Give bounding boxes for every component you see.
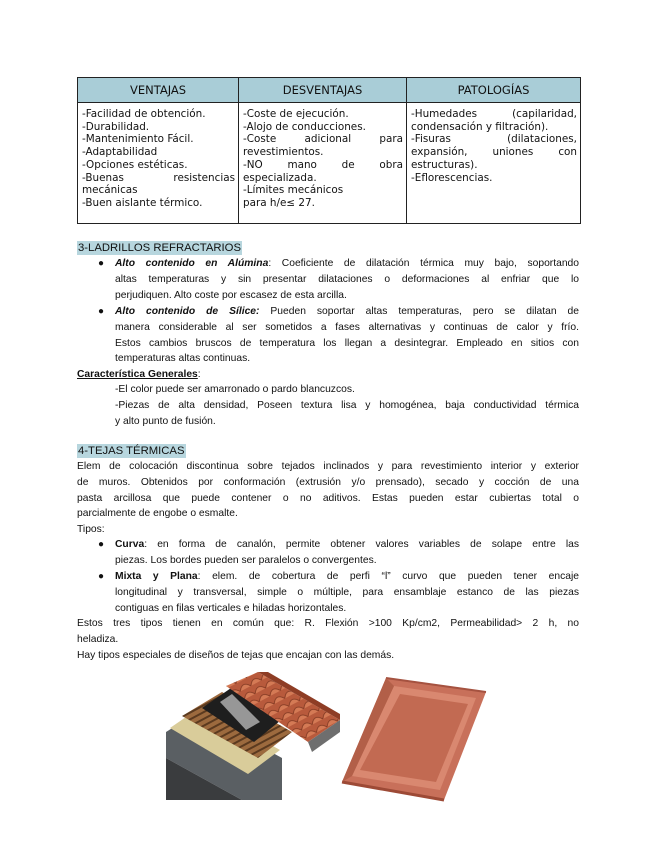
desventajas-line: -Alojo de conducciones. bbox=[243, 120, 366, 133]
common-line: Estos tres tipos tienen en común que: R. Flexión >100 Kp/cm2, Permeabilidad> 2 h, no bbox=[77, 618, 579, 629]
bullet-text: piezas. Los bordes pueden ser paralelos o convergentes. bbox=[115, 554, 377, 566]
patologias-line: estructuras). bbox=[411, 158, 478, 171]
bullet-text: temperaturas altas continuas. bbox=[115, 353, 251, 365]
intro-line: Elem de colocación discontinua sobre tejados inclinados y para revestimiento interior y exterior bbox=[77, 461, 579, 472]
cell-ventajas bbox=[78, 103, 239, 224]
bullet-dot-icon: ● bbox=[98, 258, 105, 269]
bullet-dot-icon: ● bbox=[98, 306, 105, 317]
bullet-dot-icon: ● bbox=[98, 571, 105, 582]
section4-intro bbox=[77, 459, 579, 538]
patologias-line: -Eflorescencias. bbox=[411, 171, 493, 184]
bullet-text: contiguas en filas verticales e hiladas horizontales. bbox=[115, 602, 347, 614]
ventajas-line: -Adaptabilidad bbox=[82, 146, 158, 159]
patologias-line: -Fisuras (dilataciones, bbox=[411, 133, 577, 146]
ventajas-line: -Buen aislante térmico. bbox=[82, 196, 203, 209]
common-line: heladiza. bbox=[77, 633, 119, 645]
section3-bullet-2 bbox=[98, 304, 579, 367]
general-line: -El color puede ser amarronado o pardo blancuzcos. bbox=[115, 384, 355, 395]
ventajas-line: -Durabilidad. bbox=[82, 120, 150, 133]
bullet-term: Alto contenido en Alúmina bbox=[115, 258, 269, 269]
general-title: Característica Generales bbox=[77, 369, 198, 380]
flat-tile-image bbox=[340, 672, 490, 802]
general-characteristics-title bbox=[77, 367, 579, 383]
intro-line: parcialmente de engobe o esmalte. bbox=[77, 508, 238, 520]
desventajas-line: -Coste adicional para bbox=[243, 133, 403, 146]
header-ventajas: VENTAJAS bbox=[78, 78, 239, 103]
general-colon: : bbox=[197, 369, 201, 380]
section4-heading: 4-TEJAS TÉRMICAS bbox=[78, 445, 185, 457]
bullet-text: : en forma de canalón, permite obtener valores variables de solape entre las bbox=[144, 539, 579, 550]
bullet-term: Curva bbox=[115, 539, 145, 550]
ventajas-table bbox=[77, 77, 581, 224]
desventajas-line: para h/e≤ 27. bbox=[243, 196, 315, 209]
bullet-text: : Coeficiente de dilatación térmica muy bajo, soportando bbox=[268, 258, 580, 269]
bullet-term: Alto contenido de Sílice: bbox=[115, 306, 260, 317]
intro-line: pasta arcillosa que puede contener o no aditivos. Estas pueden estar cubiertas total o bbox=[77, 492, 579, 504]
section4-common bbox=[77, 616, 579, 663]
section3-bullet-1 bbox=[98, 256, 580, 303]
bullet-text: : elem. de cobertura de perfi “l” curvo que pueden tener encaje bbox=[197, 571, 580, 582]
section4-bullet-2 bbox=[98, 569, 580, 616]
desventajas-line: especializada. bbox=[243, 171, 317, 184]
bullet-text: altas temperaturas y sin presentar dilataciones o deformaciones al enfriar que lo bbox=[115, 273, 579, 285]
general-line: y alto punto de fusión. bbox=[115, 415, 216, 427]
bullet-term: Mixta y Plana bbox=[115, 571, 198, 582]
cell-desventajas bbox=[239, 103, 407, 224]
header-patologias: PATOLOGÍAS bbox=[407, 78, 581, 103]
section4-bullet-1 bbox=[98, 537, 579, 569]
roof-tiles-cutaway-image bbox=[162, 672, 340, 800]
ventajas-line: -Facilidad de obtención. bbox=[82, 108, 206, 120]
patologias-line: expansión, uniones con bbox=[411, 146, 577, 159]
ventajas-line: -Mantenimiento Fácil. bbox=[82, 133, 194, 146]
desventajas-line: -NO mano de obra bbox=[243, 158, 403, 171]
desventajas-line: -Límites mecánicos bbox=[243, 184, 344, 197]
desventajas-line: revestimientos. bbox=[243, 146, 324, 159]
tipos-label: Tipos: bbox=[77, 524, 105, 536]
cell-patologias bbox=[407, 103, 581, 224]
general-characteristics bbox=[115, 382, 579, 429]
bullet-text: Pueden soportar altas temperaturas, pero se dilatan de bbox=[259, 306, 579, 317]
ventajas-line: mecánicas bbox=[82, 184, 138, 197]
special-line: Hay tipos especiales de diseños de tejas que encajan con las demás. bbox=[77, 649, 395, 661]
patologias-line: -Humedades (capilaridad, bbox=[411, 108, 577, 120]
bullet-text: longitudinal y transversal, simple o múltiple, para ensamblaje estanco de las piezas bbox=[115, 586, 579, 598]
ventajas-line: -Opciones estéticas. bbox=[82, 158, 188, 171]
bullet-dot-icon: ● bbox=[98, 539, 105, 550]
section3-heading: 3-LADRILLOS REFRACTARIOS bbox=[78, 242, 242, 254]
ventajas-line: -Buenas resistencias bbox=[82, 171, 235, 184]
general-line: -Piezas de alta densidad, Poseen textura lisa y homogénea, baja conductividad térmica bbox=[115, 399, 579, 411]
bullet-text: Estos cambios bruscos de temperatura los llegan a desintegrar. Empleado en sitios con bbox=[115, 337, 579, 349]
header-desventajas: DESVENTAJAS bbox=[239, 78, 407, 103]
bullet-text: manera considerable al ser sometidos a fases alternativas y continuas de calor y frío. bbox=[115, 321, 579, 333]
desventajas-line: -Coste de ejecución. bbox=[243, 108, 349, 120]
intro-line: de muros. Obtenidos por conformación (extrusión y/o prensado), secado y cocción de una bbox=[77, 476, 579, 488]
patologias-line: condensación y filtración). bbox=[411, 120, 549, 133]
bullet-text: perjudiquen. Alto coste por escasez de esta arcilla. bbox=[115, 289, 347, 301]
